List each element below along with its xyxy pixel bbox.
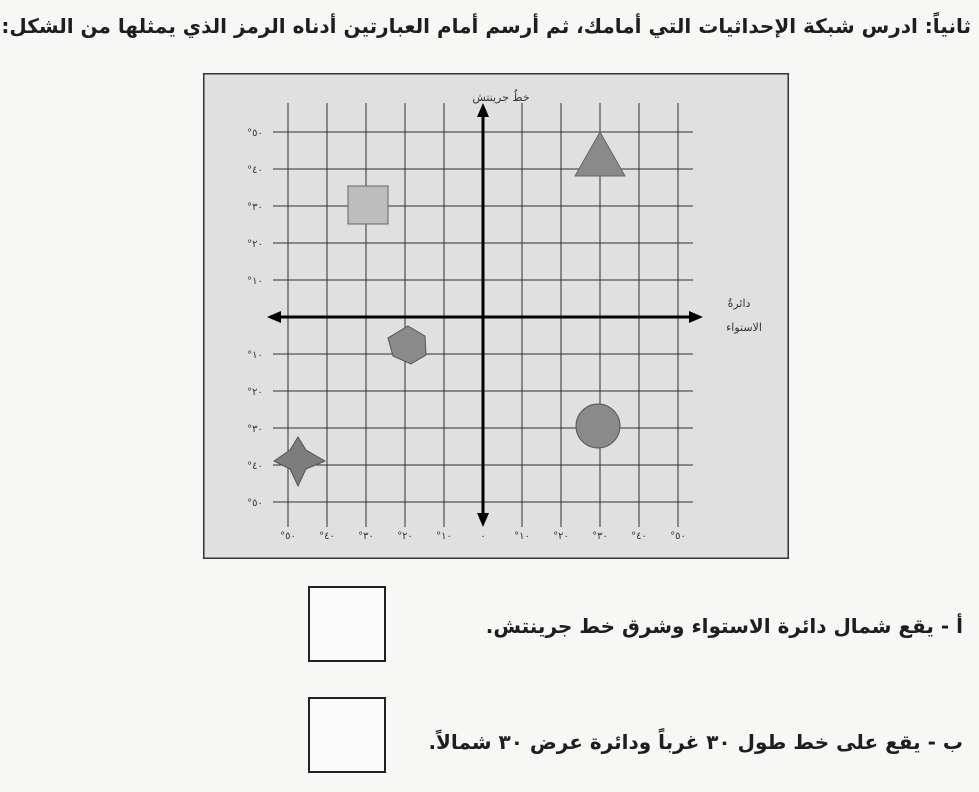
tick-label: °١٠: [247, 276, 263, 287]
square-symbol: [348, 186, 388, 224]
coordinate-grid-figure: [203, 73, 789, 559]
tick-label: °٤٠: [319, 531, 335, 542]
tick-label: °٢٠: [247, 387, 263, 398]
tick-label: °٣٠: [247, 424, 263, 435]
tick-label: ٠: [480, 531, 486, 542]
greenwich-axis-label: خطُ جرينتش: [472, 91, 530, 104]
tick-label: °٢٠: [553, 531, 569, 542]
tick-label: °٤٠: [631, 531, 647, 542]
tick-label: °٥٠: [247, 498, 263, 509]
equator-axis-label-line1: دائرةُ: [727, 297, 751, 310]
circle-symbol: [576, 404, 620, 448]
tick-label: °٥٠: [247, 128, 263, 139]
tick-label: °٣٠: [247, 202, 263, 213]
statement-b: ب - يقع على خط طول ٣٠ غرباً ودائرة عرض ٣٠ شمالاً.: [428, 730, 963, 754]
tick-label: °١٠: [247, 350, 263, 361]
tick-label: °١٠: [436, 531, 452, 542]
tick-label: °٥٠: [280, 531, 296, 542]
instruction-text: ثانياً: ادرس شبكة الإحداثيات التي أمامك، ثم أرسم أمام العبارتين أدناه الرمز الذي يمثلها من الشكل:: [1, 14, 971, 38]
tick-label: °٣٠: [592, 531, 608, 542]
tick-label: °٢٠: [247, 239, 263, 250]
tick-label: °٣٠: [358, 531, 374, 542]
tick-label: °٢٠: [397, 531, 413, 542]
tick-label: °٤٠: [247, 461, 263, 472]
answer-box-b[interactable]: [308, 697, 386, 773]
answer-box-a[interactable]: [308, 586, 386, 662]
equator-axis-label-line2: الاستواء: [726, 321, 762, 334]
tick-label: °٥٠: [670, 531, 686, 542]
statement-a: أ - يقع شمال دائرة الاستواء وشرق خط جرينتش.: [485, 614, 963, 638]
tick-label: °٤٠: [247, 165, 263, 176]
tick-label: °١٠: [514, 531, 530, 542]
